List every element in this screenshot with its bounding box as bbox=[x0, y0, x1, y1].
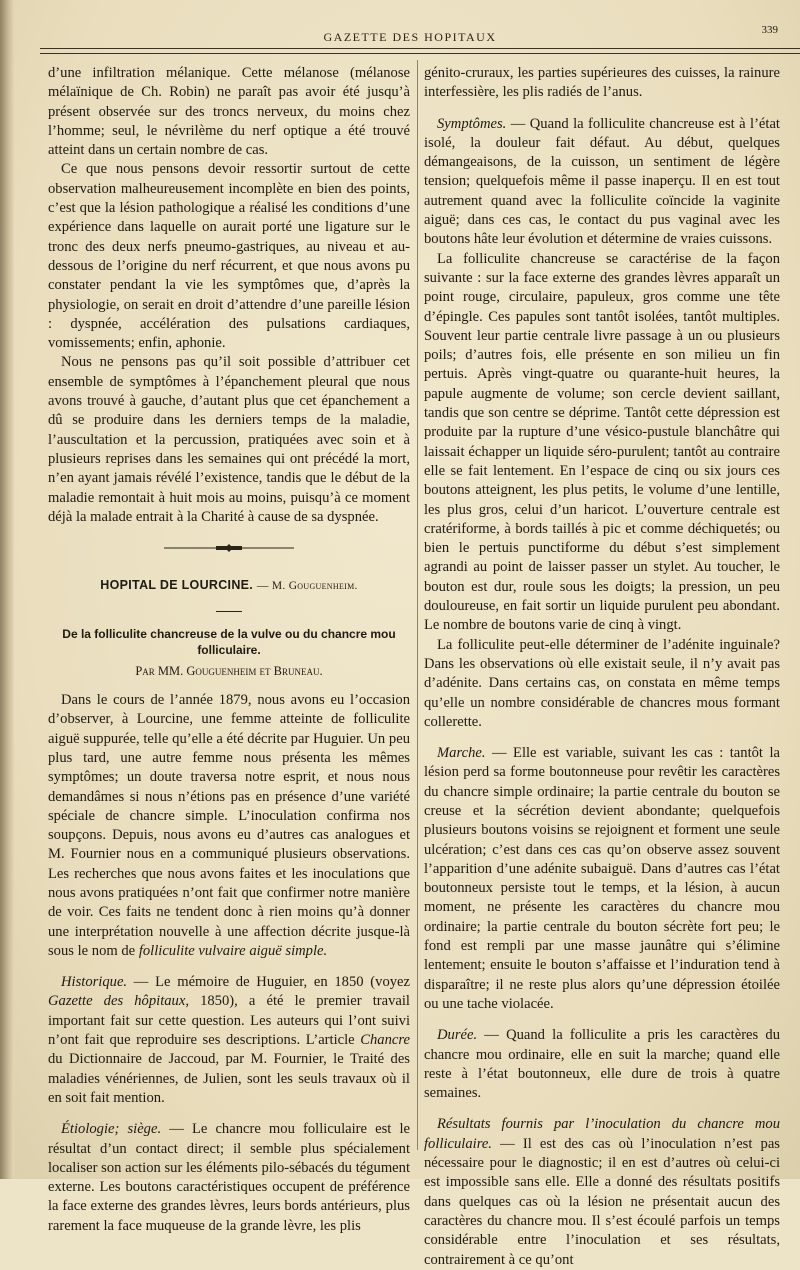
column-divider bbox=[417, 60, 418, 1150]
right-column bbox=[424, 64, 780, 1270]
paragraph: d’une infiltration mélanique. Cette mélanose (mélanose mélaïnique de Ch. Robin) ne paraît pas avoir été jusqu’à présent observée sur des troncs nerveux, du moins chez l’homme; seul, le névrilème du nerf optique a été trouvé atteint dans un certain nombre de cas. bbox=[48, 65, 410, 159]
article-title: De la folliculite chancreuse de la vulve ou du chancre mou folliculaire. bbox=[62, 626, 396, 657]
page-number: 339 bbox=[761, 24, 778, 36]
paragraph-symptomes: Symptômes. — Quand la folliculite chancreuse est à l’état isolé, la douleur fait défaut. Au début, quelques démangeaisons, de la cuisson, un sentiment de légère tension; quelquefois même il passe inaperçu. Il en est tout autrement quand avec la folliculite coïncide la vaginite aiguë; dans ces cas, le contact du pus vaginal avec les boutons hâte leur évolution et détermine de vraies cuissons. bbox=[424, 115, 780, 248]
hospital-doctor: — M. Gouguenheim. bbox=[256, 580, 358, 593]
section-separator-ornament bbox=[48, 539, 410, 558]
running-header bbox=[40, 24, 800, 64]
section-label: Durée. bbox=[437, 1027, 478, 1044]
section-label: Étiologie; siège. bbox=[61, 1121, 162, 1138]
section-label: Symptômes. bbox=[437, 115, 507, 132]
section-label: Historique. bbox=[61, 974, 128, 991]
paragraph: Ce que nous pensons devoir ressortir surtout de cette observation malheureusement incomplète en bien des points, c’est que la lésion pathologique a réalisé les conditions d’une expérience dans laquelle on aurait porté une ligature sur le tronc des deux nerfs pneumo-gastriques, au niveau et au-dessous de l’origine du nerf récurrent, et que nous avons pu constater pendant la vie les symptômes que, d’après la physiologie, on serait en droit d’attendre d’une pareille lésion : dyspnée, accélération des pulsations cardiaques, vomissements; enfin, aphonie. bbox=[48, 161, 410, 352]
paragraph: Nous ne pensons pas qu’il soit possible d’attribuer cet ensemble de symptômes à l’épanchement pleural que nous avons trouvé à gauche, d’autant plus que cet épanchement a dû se produire dans les derniers temps de la maladie, l’auscultation et la percussion, pratiquées avec soin et à plusieurs reprises dans les semaines qui ont précédé la mort, n’en ayant jamais révélé l’existence, tandis que le début de la maladie remontait à huit mois au moins, puisqu’à ce moment déjà la malade entrait à la Charité à cause de sa dyspnée. bbox=[48, 354, 410, 525]
paragraph: Dans le cours de l’année 1879, nous avons eu l’occasion d’observer, à Lourcine, une femme atteinte de folliculite aiguë suppurée, telle qu’elle a été décrite par Huguier. Un peu plus tard, une autre femme nous présenta les mêmes symptômes; un doute traversa notre esprit, et nous nous demandâmes si nous n’étions pas en présence d’une variété spéciale de chancre simple. L’inoculation confirma nos soupçons. Depuis, nous avons eu d’autres cas analogues et M. Fournier nous en a communiqué plusieurs observations. Les recherches que nous avons faites et les inoculations que nous avons pratiquées n’ont fait que confirmer notre manière de voir. Ces faits ne tendent donc à rien moins qu’à donner une interprétation nouvelle à une affection décrite jusque-là sous le nom de folliculite vulvaire aiguë simple. bbox=[48, 692, 410, 959]
header-rule-bottom bbox=[40, 53, 800, 54]
paragraph: La folliculite peut-elle déterminer de l’adénite inguinale? Dans les observations où elle existait seule, il n’y avait pas d’adénite. Dans certains cas, on constata en même temps qu’elle un nombre considérable de chancres mous formant collerette. bbox=[424, 636, 780, 730]
left-column bbox=[48, 64, 410, 1236]
paragraph-historique: Historique. — Le mémoire de Huguier, en 1850 (voyez Gazette des hôpitaux, 1850), a été le premier travail important fait sur cette question. Les auteurs qui l’ont suivi n’ont fait que reproduire ses descriptions. L’article Chancre du Dictionnaire de Jaccoud, par M. Fournier, le Traité des maladies vénériennes, de Julien, sont les seuls travaux où il en soit fait mention. bbox=[48, 974, 410, 1106]
section-label: Marche. bbox=[437, 745, 486, 762]
short-rule bbox=[216, 611, 242, 612]
paragraph: La folliculite chancreuse se caractérise de la façon suivante : sur la face externe des grandes lèvres apparaît un point rouge, circulaire, papuleux, gros comme une tête d’épingle. Ces papules sont tantôt isolées, tantôt multiples. Souvent leur partie centrale livre passage à un ou plusieurs poils; d’autres fois, elle présente en son milieu un fin pertuis. Après vingt-quatre ou quarante-huit heures, la papule augmente de volume; son cercle devient saillant, tandis que son centre se déprime. Tantôt cette dépression est produite par la rupture d’une vésico-pustule blanchâtre qui laissait échapper un liquide séro-purulent; tantôt au contraire elle se fait lentement. En l’espace de cinq ou six jours ces boutons atteignent, les plus petits, le volume d’une lentille, les plus gros, celui d’un haricot. L’ouverture centrale est cratériforme, à bords taillés à pic et comme déchiquetés; ou bien le pertuis punctiforme du début s’est simplement agrandi au point de laisser passer un stylet. Au toucher, le bouton est dur, roule sous les doigts; la pression, un peu douloureuse, en fait sortir un liquide purulent peu abondant. Le nombre de boutons varie de cinq à vingt. bbox=[424, 250, 780, 634]
hospital-name: HOPITAL DE LOURCINE. bbox=[100, 578, 254, 593]
italic-term: folliculite vulvaire aiguë simple. bbox=[138, 942, 328, 959]
paragraph-marche: Marche. — Elle est variable, suivant les cas : tantôt la lésion perd sa forme boutonneuse pour revêtir les caractères du chancre simple ordinaire; la partie centrale du bouton se creuse et la sécrétion devient abondante; quelquefois plusieurs boutons voisins se rejoignent et forment une seule ulcération; c’est dans ces cas qu’on observe assez souvent l’apparition d’une adénite subaiguë. Dans d’autres cas l’état boutonneux persiste tout le temps, et la lésion, à aucun moment, ne présente les caractères du chancre mou ordinaire; la partie centrale du bouton sécrète fort peu; le fond est rempli par une masse jaunâtre qui s’élimine lentement; ensuite le bouton s’affaisse et l’induration tend à disparaître; il ne reste plus alors qu’une dépression étoilée ou une tache violacée. bbox=[424, 745, 780, 1012]
article-byline: Par MM. Gouguenheim et Bruneau. bbox=[135, 663, 323, 678]
header-rule-top bbox=[40, 48, 800, 49]
paragraph-duree: Durée. — Quand la folliculite a pris les caractères du chancre mou ordinaire, elle en suit la marche; quand elle reste à l’état boutonneux, elle dure de trois à quatre semaines. bbox=[424, 1027, 780, 1102]
paragraph-etiologie: Étiologie; siège. — Le chancre mou folliculaire est le résultat d’un contact direct; il semble plus spécialement localiser son action sur les éléments pilo-sébacés du tégument externe. Les boutons caractéristiques occupent de préférence la face externe des grandes lèvres, leurs bords antérieurs, plus rarement la face muqueuse de la grande lèvre, les plis bbox=[48, 1121, 410, 1234]
journal-title: GAZETTE DES HOPITAUX bbox=[323, 30, 497, 44]
paragraph: génito-cruraux, les parties supérieures des cuisses, la rainure interfessière, les plis radiés de l’anus. bbox=[424, 65, 780, 101]
section-label: Résultats fournis par l’inoculation du chancre mou folliculaire. bbox=[424, 1116, 780, 1152]
hospital-heading bbox=[48, 576, 410, 596]
page-edge-shadow bbox=[0, 0, 14, 1179]
paragraph-resultats: Résultats fournis par l’inoculation du chancre mou folliculaire. — Il est des cas où l’inoculation n’est pas nécessaire pour le diagnostic; il en est d’autres où celui-ci est impossible sans elle. Elle a donné des résultats positifs dans quelques cas où la lésion ne présentait aucun des caractères du chancre mou. Il s’est écoulé parfois un temps considérable entre l’inoculation et ses résultats, contrairement à ce qu’ont bbox=[424, 1116, 780, 1268]
